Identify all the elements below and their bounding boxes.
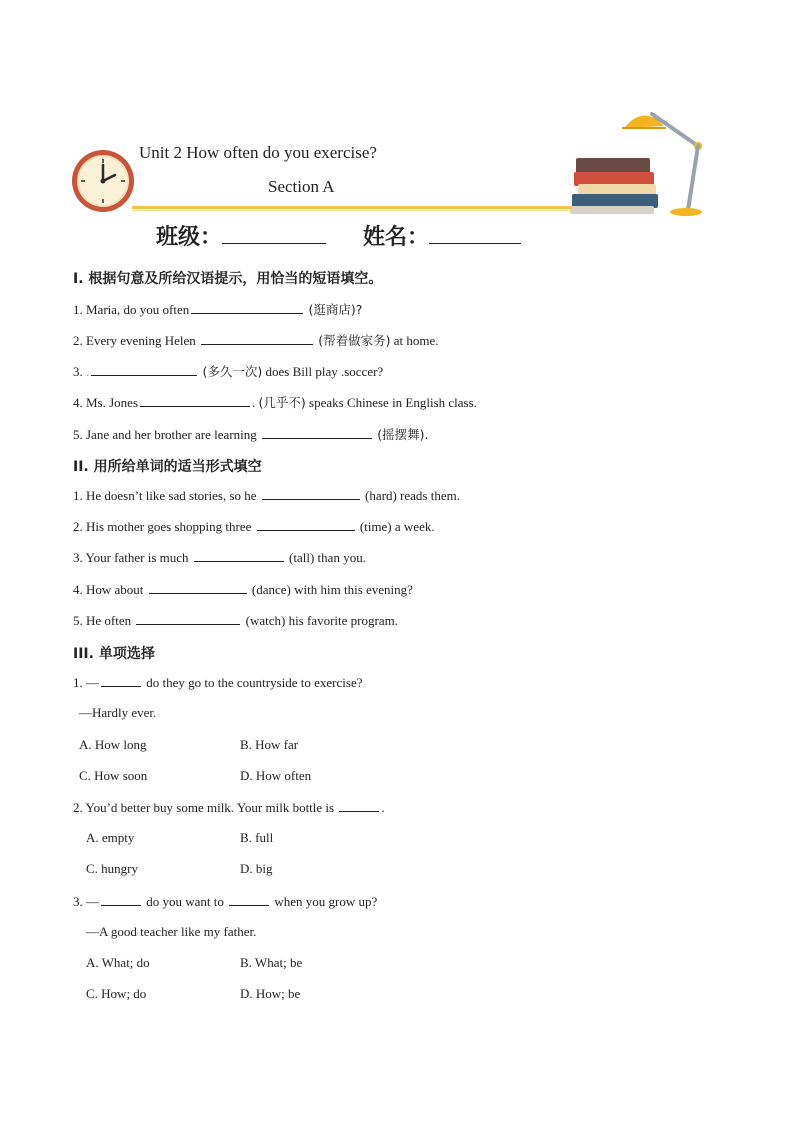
s3-question-2: 2. You’d better buy some milk. Your milk bottle is . bbox=[73, 800, 385, 815]
s2-question-3: 3. Your father is much (tall) than you. bbox=[73, 550, 366, 565]
answer-blank bbox=[91, 363, 197, 376]
s3-q2-option-d: D. big bbox=[240, 861, 273, 876]
answer-blank bbox=[140, 394, 250, 407]
section-subtitle: Section A bbox=[268, 177, 335, 196]
section-2-heading: II. 用所给单词的适当形式填空 bbox=[73, 459, 262, 475]
clock-icon bbox=[70, 148, 136, 214]
s1-question-3: 3. . (多久一次) does Bill play .soccer? bbox=[73, 364, 384, 379]
class-label: 班级： bbox=[156, 225, 223, 250]
s3-q3-answer: —A good teacher like my father. bbox=[86, 924, 257, 939]
s3-q1-option-c: C. How soon bbox=[79, 768, 148, 783]
s3-q2-option-a: A. empty bbox=[86, 830, 135, 845]
s1-question-5: 5. Jane and her brother are learning (摇摆舞). bbox=[73, 427, 429, 442]
s2-question-4: 4. How about (dance) with him this evening? bbox=[73, 582, 413, 597]
books-lamp-illustration bbox=[564, 98, 712, 222]
s3-question-3: 3. — do you want to when you grow up? bbox=[73, 894, 378, 909]
section-1-heading: I. 根据句意及所给汉语提示，用恰当的短语填空。 bbox=[73, 271, 383, 287]
header-divider-thin bbox=[132, 210, 572, 211]
answer-blank bbox=[229, 893, 269, 906]
answer-blank bbox=[101, 893, 141, 906]
name-blank bbox=[429, 223, 521, 244]
section-3-heading: III. 单项选择 bbox=[73, 646, 155, 662]
name-field bbox=[363, 220, 521, 251]
class-blank bbox=[222, 223, 326, 244]
s2-question-2: 2. His mother goes shopping three (time) a week. bbox=[73, 519, 435, 534]
s3-q1-option-b: B. How far bbox=[240, 737, 299, 752]
answer-blank bbox=[191, 301, 303, 314]
answer-blank bbox=[262, 426, 372, 439]
s3-q2-option-c: C. hungry bbox=[86, 861, 138, 876]
class-field bbox=[156, 220, 326, 251]
worksheet-title: Unit 2 How often do you exercise? bbox=[139, 143, 377, 162]
answer-blank bbox=[201, 332, 313, 345]
answer-blank bbox=[136, 612, 240, 625]
answer-blank bbox=[339, 799, 379, 812]
header-divider bbox=[132, 206, 572, 209]
s3-q1-option-a: A. How long bbox=[79, 737, 147, 752]
s2-question-1: 1. He doesn’t like sad stories, so he (hard) reads them. bbox=[73, 488, 460, 503]
s3-q3-option-b: B. What; be bbox=[240, 955, 303, 970]
answer-blank bbox=[257, 518, 355, 531]
s1-question-1: 1. Maria, do you often (逛商店)? bbox=[73, 302, 363, 317]
s1-question-2: 2. Every evening Helen (帮着做家务) at home. bbox=[73, 333, 439, 348]
name-label: 姓名： bbox=[363, 225, 430, 250]
answer-blank bbox=[149, 581, 247, 594]
s3-q3-option-a: A. What; do bbox=[86, 955, 150, 970]
s2-question-5: 5. He often (watch) his favorite program. bbox=[73, 613, 398, 628]
s3-q2-option-b: B. full bbox=[240, 830, 274, 845]
s3-q1-option-d: D. How often bbox=[240, 768, 312, 783]
s3-q3-option-c: C. How; do bbox=[86, 986, 147, 1001]
s3-q1-answer: —Hardly ever. bbox=[79, 705, 157, 720]
s3-question-1: 1. — do they go to the countryside to exercise? bbox=[73, 675, 363, 690]
answer-blank bbox=[194, 549, 284, 562]
s3-q3-option-d: D. How; be bbox=[240, 986, 301, 1001]
s1-question-4: 4. Ms. Jones . (几乎不) speaks Chinese in English class. bbox=[73, 395, 477, 410]
answer-blank bbox=[262, 487, 360, 500]
answer-blank bbox=[101, 674, 141, 687]
